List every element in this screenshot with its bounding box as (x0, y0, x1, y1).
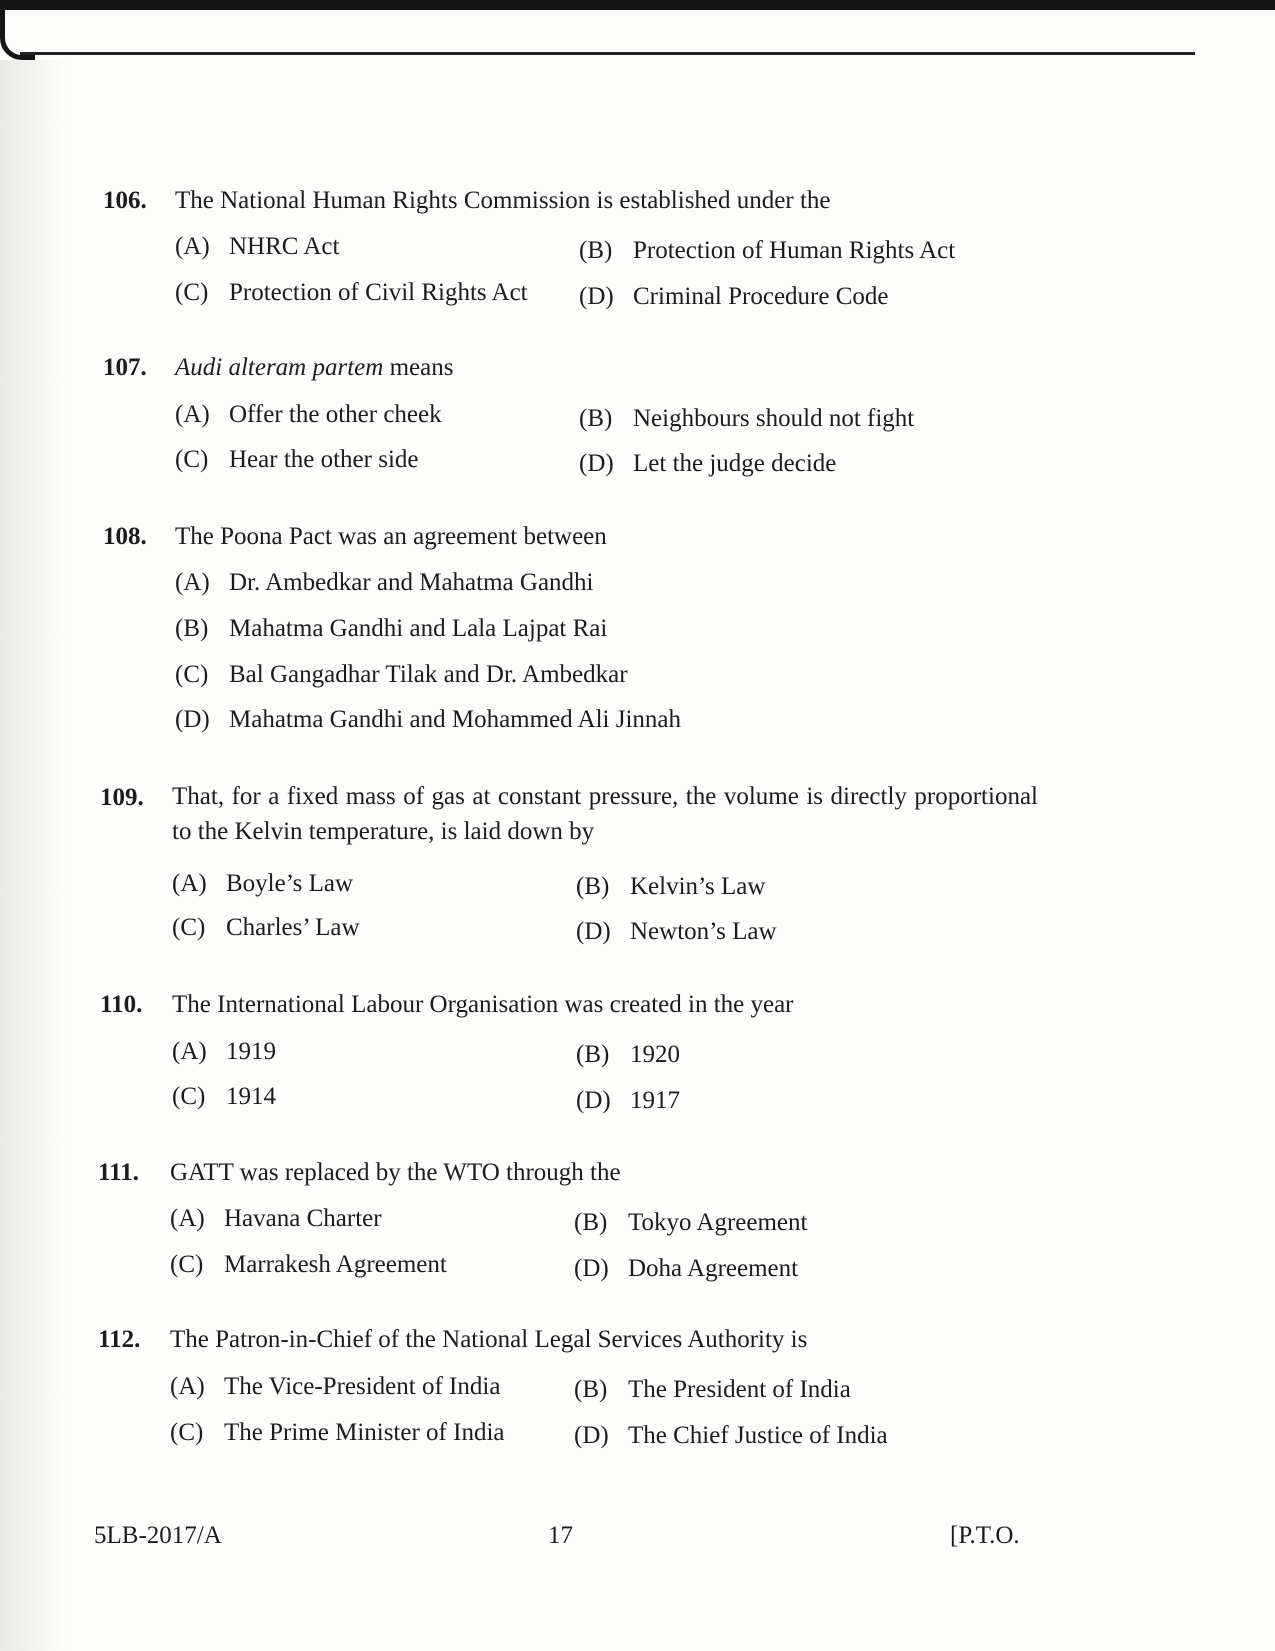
question-number: 111. (98, 1159, 139, 1186)
question-text: The Patron-in-Chief of the National Legal Services Authority is (170, 1326, 808, 1353)
option-letter: (C) (170, 1419, 204, 1446)
footer-code: 5LB-2017/A (94, 1522, 222, 1549)
option-a (172, 1037, 276, 1067)
option-b (576, 1040, 680, 1070)
question-text (175, 353, 453, 383)
option-c (170, 1418, 505, 1448)
option-letter: (D) (574, 1255, 609, 1282)
option-b (576, 872, 765, 902)
option-letter: (A) (172, 1038, 207, 1065)
question-108 (103, 522, 1003, 732)
option-letter: (C) (175, 446, 209, 473)
option-c (170, 1250, 447, 1280)
option-letter: (A) (170, 1373, 205, 1400)
option-letter: (C) (170, 1251, 204, 1278)
header-rule (20, 52, 1195, 55)
option-letter: (B) (579, 237, 613, 264)
option-d (579, 282, 889, 312)
option-text: The President of India (628, 1376, 851, 1403)
option-a (172, 869, 353, 899)
option-letter: (D) (579, 450, 614, 477)
option-letter: (A) (175, 233, 210, 260)
option-letter: (D) (576, 1087, 611, 1114)
option-text: The Chief Justice of India (628, 1422, 888, 1449)
page-number: 17 (548, 1522, 573, 1549)
option-letter: (A) (172, 870, 207, 897)
question-107 (103, 353, 1003, 477)
option-text: NHRC Act (229, 233, 340, 260)
option-d (574, 1254, 798, 1284)
question-number: 112. (98, 1326, 141, 1353)
option-letter: (D) (175, 706, 210, 733)
option-letter: (B) (574, 1209, 608, 1236)
question-number: 109. (100, 784, 144, 811)
option-letter: (C) (172, 914, 206, 941)
option-text: Marrakesh Agreement (224, 1251, 447, 1278)
option-letter: (C) (172, 1083, 206, 1110)
option-text: Criminal Procedure Code (633, 283, 889, 310)
option-a (170, 1372, 500, 1402)
option-letter: (C) (175, 279, 209, 306)
question-number: 107. (103, 354, 147, 381)
question-number: 110. (100, 991, 143, 1018)
option-d (175, 705, 681, 735)
option-text: The Vice-President of India (224, 1373, 501, 1400)
option-text: Mahatma Gandhi and Mohammed Ali Jinnah (229, 706, 682, 733)
option-a (175, 400, 442, 430)
top-corner-curve (0, 0, 35, 60)
option-letter: (B) (574, 1376, 608, 1403)
option-a (175, 232, 339, 262)
option-letter: (D) (579, 283, 614, 310)
option-letter: (C) (175, 661, 209, 688)
scan-shadow (0, 60, 70, 1651)
option-d (576, 917, 777, 947)
option-text: Offer the other cheek (229, 401, 442, 428)
option-c (172, 1082, 276, 1112)
question-text: The Poona Pact was an agreement between (175, 523, 607, 550)
option-d (574, 1421, 888, 1451)
option-text: 1919 (226, 1038, 276, 1065)
option-text: Bal Gangadhar Tilak and Dr. Ambedkar (229, 661, 628, 688)
question-text: The International Labour Organisation was created in the year (172, 991, 794, 1018)
option-text: Mahatma Gandhi and Lala Lajpat Rai (229, 615, 608, 642)
option-text: Protection of Human Rights Act (633, 237, 956, 264)
option-c (175, 660, 628, 690)
option-text: 1920 (630, 1041, 680, 1068)
option-letter: (B) (576, 1041, 610, 1068)
option-letter: (B) (579, 405, 613, 432)
question-number: 108. (103, 523, 147, 550)
option-text: Doha Agreement (628, 1255, 799, 1282)
question-109 (100, 783, 1040, 943)
question-110 (100, 990, 1000, 1114)
option-letter: (A) (170, 1205, 205, 1232)
option-letter: (B) (175, 615, 209, 642)
option-text: Dr. Ambedkar and Mahatma Gandhi (229, 569, 594, 596)
question-text: That, for a fixed mass of gas at constant pressure, the volume is directly proportional to the Kelvin temperature, is laid down by (172, 783, 1038, 845)
option-text: Kelvin’s Law (630, 873, 766, 900)
option-a (175, 568, 594, 598)
option-c (175, 278, 528, 308)
option-letter: (D) (576, 918, 611, 945)
option-text: Tokyo Agreement (628, 1209, 808, 1236)
option-text: 1914 (226, 1083, 276, 1110)
option-text: Let the judge decide (633, 450, 837, 477)
option-a (170, 1204, 382, 1234)
option-d (576, 1086, 680, 1116)
option-b (574, 1375, 851, 1405)
option-b (579, 236, 955, 266)
option-text: Charles’ Law (226, 914, 360, 941)
option-text: Protection of Civil Rights Act (229, 279, 528, 306)
option-b (175, 614, 607, 644)
question-number: 106. (103, 187, 147, 214)
latin-phrase: Audi alteram partem (175, 354, 384, 381)
option-letter: (B) (576, 873, 610, 900)
option-b (574, 1208, 807, 1238)
top-border (0, 0, 1275, 10)
option-c (175, 445, 419, 475)
option-letter: (A) (175, 569, 210, 596)
option-letter: (A) (175, 401, 210, 428)
option-text: Neighbours should not fight (633, 405, 915, 432)
please-turn-over: [P.T.O. (950, 1522, 1020, 1549)
question-106 (103, 186, 1003, 310)
option-text: Havana Charter (224, 1205, 382, 1232)
question-112 (98, 1325, 998, 1449)
option-letter: (D) (574, 1422, 609, 1449)
option-text: Boyle’s Law (226, 870, 354, 897)
option-text: The Prime Minister of India (224, 1419, 505, 1446)
question-text: The National Human Rights Commission is established under the (175, 187, 831, 214)
question-111 (98, 1158, 998, 1282)
option-text: Newton’s Law (630, 918, 777, 945)
option-text: Hear the other side (229, 446, 419, 473)
option-c (172, 913, 360, 943)
option-text: 1917 (630, 1087, 680, 1114)
question-text-rest: means (383, 354, 454, 381)
option-d (579, 449, 836, 479)
option-b (579, 404, 914, 434)
question-text: GATT was replaced by the WTO through the (170, 1159, 621, 1186)
